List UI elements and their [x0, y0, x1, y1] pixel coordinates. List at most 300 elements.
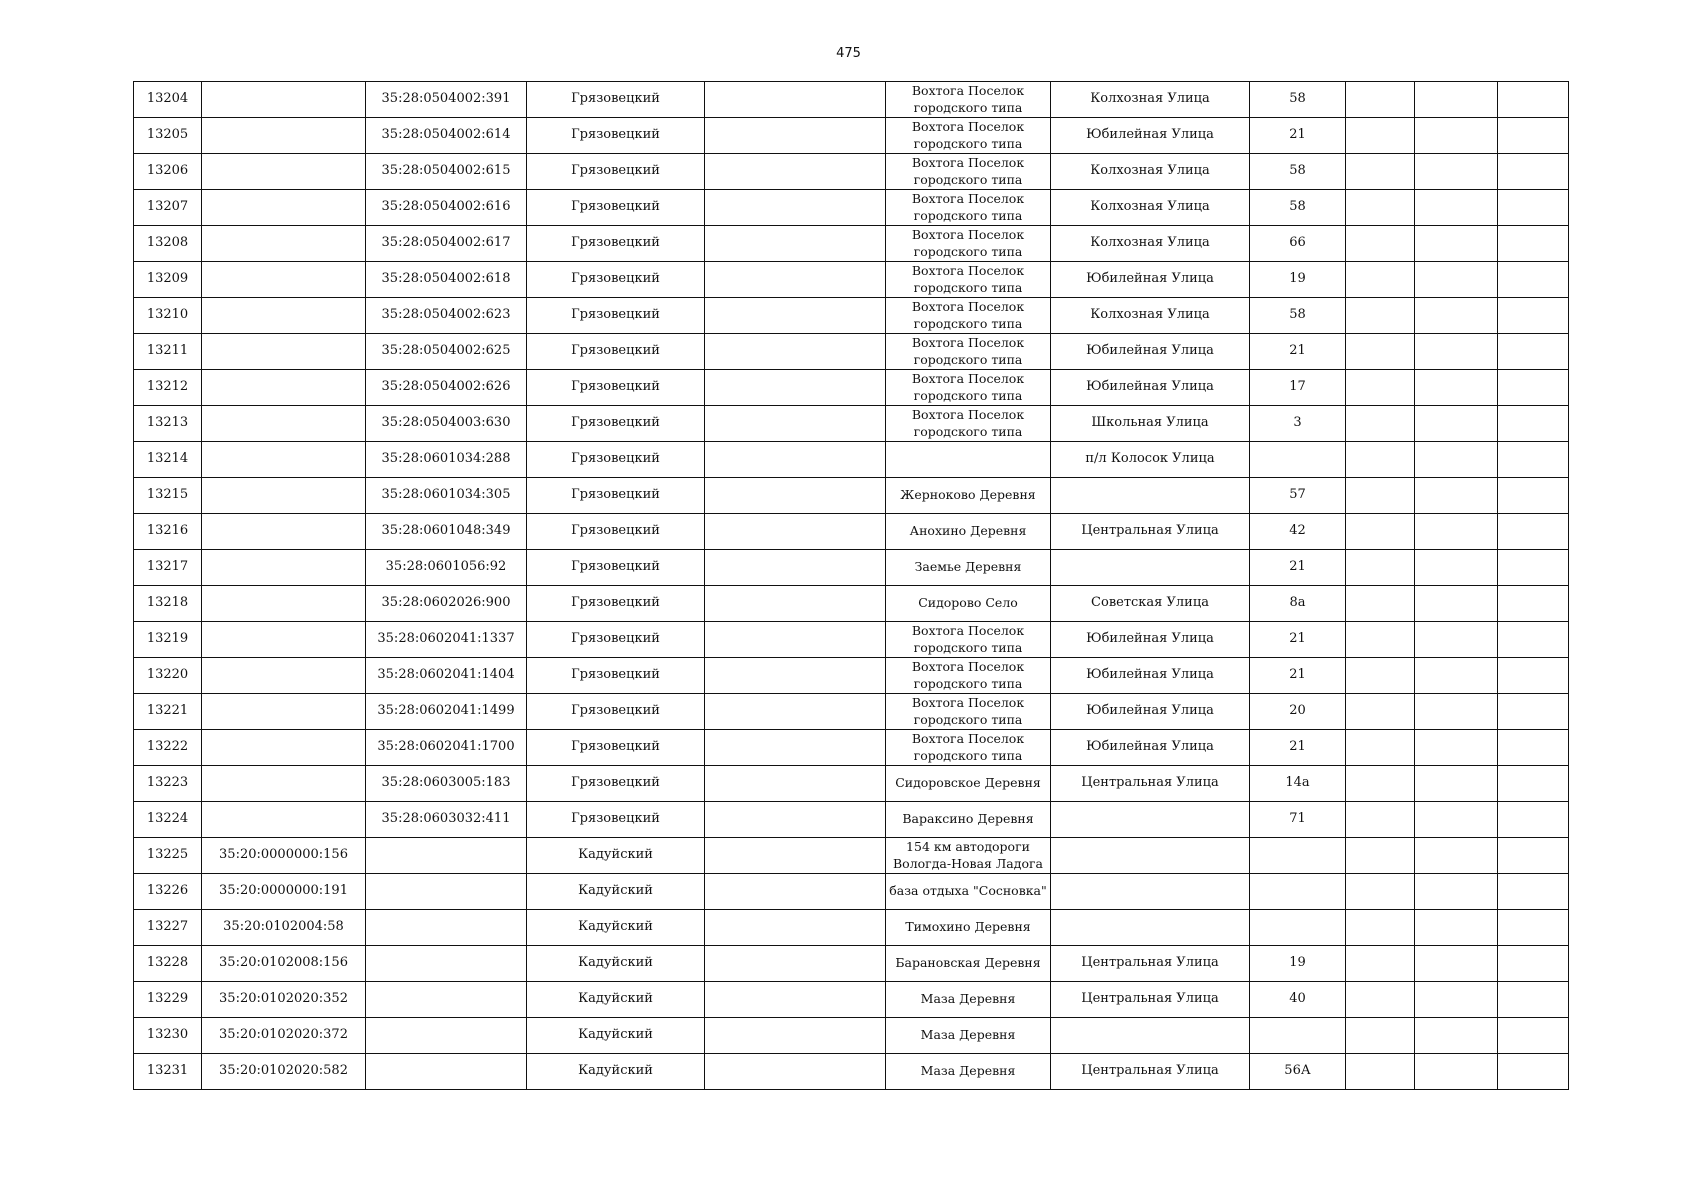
cell-settlement: Вохтога Поселок городского типа: [886, 694, 1051, 730]
cell-empty: [1346, 766, 1415, 802]
cell-settlement: Вохтога Поселок городского типа: [886, 622, 1051, 658]
cell-empty: [1415, 370, 1498, 406]
cell-empty: [1346, 82, 1415, 118]
cell-empty: [1498, 406, 1569, 442]
table-row: [134, 298, 1569, 334]
cell-house-number: 17: [1250, 370, 1346, 406]
cell-empty: [1415, 514, 1498, 550]
cell-settlement: Вохтога Поселок городского типа: [886, 262, 1051, 298]
cell-district: Грязовецкий: [527, 586, 705, 622]
cell-empty: [1415, 1018, 1498, 1054]
cell-blank: [705, 82, 886, 118]
cell-blank: [705, 874, 886, 910]
cell-empty: [1415, 694, 1498, 730]
cell-street: [1051, 802, 1250, 838]
cell-street: Советская Улица: [1051, 586, 1250, 622]
cell-cadastral-number-a: [202, 226, 366, 262]
cell-row-number: 13206: [134, 154, 202, 190]
table-row: [134, 1054, 1569, 1090]
cell-house-number: 14а: [1250, 766, 1346, 802]
cell-empty: [1346, 262, 1415, 298]
cell-settlement: Вохтога Поселок городского типа: [886, 334, 1051, 370]
cell-settlement: Барановская Деревня: [886, 946, 1051, 982]
cell-settlement: база отдыха "Сосновка": [886, 874, 1051, 910]
cell-house-number: 40: [1250, 982, 1346, 1018]
cell-empty: [1415, 406, 1498, 442]
cell-empty: [1415, 262, 1498, 298]
cell-blank: [705, 406, 886, 442]
cell-house-number: [1250, 838, 1346, 874]
table-row: [134, 1018, 1569, 1054]
cell-cadastral-number-a: [202, 802, 366, 838]
cell-house-number: 58: [1250, 82, 1346, 118]
cell-row-number: 13231: [134, 1054, 202, 1090]
cell-empty: [1415, 874, 1498, 910]
cell-blank: [705, 190, 886, 226]
cell-cadastral-number-b: 35:28:0504002:615: [366, 154, 527, 190]
cell-blank: [705, 586, 886, 622]
cell-empty: [1498, 550, 1569, 586]
cell-blank: [705, 838, 886, 874]
table-row: [134, 550, 1569, 586]
cell-street: [1051, 550, 1250, 586]
cell-row-number: 13209: [134, 262, 202, 298]
cell-street: Школьная Улица: [1051, 406, 1250, 442]
table-row: [134, 478, 1569, 514]
cell-district: Грязовецкий: [527, 82, 705, 118]
cell-empty: [1498, 658, 1569, 694]
cell-row-number: 13217: [134, 550, 202, 586]
cell-district: Грязовецкий: [527, 226, 705, 262]
cell-empty: [1346, 442, 1415, 478]
cell-district: Кадуйский: [527, 982, 705, 1018]
cell-settlement: Вохтога Поселок городского типа: [886, 82, 1051, 118]
cell-empty: [1498, 982, 1569, 1018]
cell-settlement: Вохтога Поселок городского типа: [886, 298, 1051, 334]
cell-empty: [1346, 514, 1415, 550]
cell-empty: [1346, 1054, 1415, 1090]
cell-cadastral-number-a: 35:20:0102008:156: [202, 946, 366, 982]
table-row: [134, 82, 1569, 118]
cell-blank: [705, 514, 886, 550]
cell-row-number: 13208: [134, 226, 202, 262]
cell-empty: [1498, 730, 1569, 766]
cell-cadastral-number-b: 35:28:0602041:1404: [366, 658, 527, 694]
cell-row-number: 13216: [134, 514, 202, 550]
cell-cadastral-number-b: 35:28:0601034:288: [366, 442, 527, 478]
cell-street: [1051, 1018, 1250, 1054]
cell-cadastral-number-a: [202, 190, 366, 226]
cell-street: Юбилейная Улица: [1051, 694, 1250, 730]
cell-cadastral-number-b: 35:28:0504002:618: [366, 262, 527, 298]
cell-empty: [1415, 154, 1498, 190]
cell-settlement: Вохтога Поселок городского типа: [886, 154, 1051, 190]
cell-empty: [1498, 370, 1569, 406]
cell-row-number: 13223: [134, 766, 202, 802]
cell-blank: [705, 982, 886, 1018]
cell-empty: [1415, 82, 1498, 118]
cell-district: Грязовецкий: [527, 334, 705, 370]
cell-street: Колхозная Улица: [1051, 226, 1250, 262]
cell-settlement: 154 км автодороги Вологда-Новая Ладога: [886, 838, 1051, 874]
cell-cadastral-number-a: [202, 442, 366, 478]
cell-empty: [1498, 1018, 1569, 1054]
cell-street: п/л Колосок Улица: [1051, 442, 1250, 478]
cell-empty: [1346, 730, 1415, 766]
cell-empty: [1498, 226, 1569, 262]
cell-cadastral-number-b: 35:28:0504002:617: [366, 226, 527, 262]
table-row: [134, 874, 1569, 910]
cell-blank: [705, 298, 886, 334]
cell-blank: [705, 658, 886, 694]
cell-cadastral-number-b: 35:28:0504002:614: [366, 118, 527, 154]
cell-empty: [1415, 550, 1498, 586]
cell-empty: [1415, 802, 1498, 838]
cell-settlement: Заемье Деревня: [886, 550, 1051, 586]
cell-cadastral-number-a: [202, 82, 366, 118]
cell-district: Грязовецкий: [527, 406, 705, 442]
cell-cadastral-number-b: [366, 1018, 527, 1054]
cell-blank: [705, 118, 886, 154]
cell-empty: [1346, 802, 1415, 838]
cell-district: Грязовецкий: [527, 154, 705, 190]
cell-street: Юбилейная Улица: [1051, 334, 1250, 370]
cell-settlement: Вохтога Поселок городского типа: [886, 658, 1051, 694]
cell-house-number: 71: [1250, 802, 1346, 838]
cell-empty: [1498, 874, 1569, 910]
cell-row-number: 13219: [134, 622, 202, 658]
cell-district: Грязовецкий: [527, 118, 705, 154]
table-row: [134, 622, 1569, 658]
cell-street: Колхозная Улица: [1051, 82, 1250, 118]
cell-house-number: 21: [1250, 550, 1346, 586]
cell-settlement: Вохтога Поселок городского типа: [886, 226, 1051, 262]
cell-house-number: 21: [1250, 658, 1346, 694]
table-row: [134, 190, 1569, 226]
cell-cadastral-number-a: 35:20:0000000:156: [202, 838, 366, 874]
registry-table: [133, 81, 1569, 1090]
cell-blank: [705, 370, 886, 406]
cell-settlement: Маза Деревня: [886, 1054, 1051, 1090]
cell-cadastral-number-a: [202, 658, 366, 694]
cell-empty: [1498, 514, 1569, 550]
cell-street: Юбилейная Улица: [1051, 622, 1250, 658]
cell-cadastral-number-a: 35:20:0102020:352: [202, 982, 366, 1018]
cell-district: Грязовецкий: [527, 658, 705, 694]
cell-empty: [1498, 442, 1569, 478]
cell-blank: [705, 478, 886, 514]
cell-street: [1051, 838, 1250, 874]
cell-house-number: 19: [1250, 946, 1346, 982]
cell-cadastral-number-a: [202, 154, 366, 190]
cell-district: Грязовецкий: [527, 298, 705, 334]
cell-house-number: 57: [1250, 478, 1346, 514]
cell-empty: [1346, 226, 1415, 262]
cell-house-number: [1250, 874, 1346, 910]
cell-house-number: 42: [1250, 514, 1346, 550]
cell-street: Центральная Улица: [1051, 946, 1250, 982]
cell-empty: [1415, 658, 1498, 694]
cell-row-number: 13226: [134, 874, 202, 910]
cell-row-number: 13207: [134, 190, 202, 226]
cell-row-number: 13211: [134, 334, 202, 370]
cell-house-number: 58: [1250, 154, 1346, 190]
cell-house-number: 21: [1250, 730, 1346, 766]
table-row: [134, 586, 1569, 622]
cell-empty: [1415, 442, 1498, 478]
cell-cadastral-number-b: [366, 946, 527, 982]
cell-settlement: Сидоровское Деревня: [886, 766, 1051, 802]
cell-blank: [705, 442, 886, 478]
cell-district: Грязовецкий: [527, 550, 705, 586]
cell-district: Грязовецкий: [527, 478, 705, 514]
cell-empty: [1498, 910, 1569, 946]
cell-settlement: Сидорово Село: [886, 586, 1051, 622]
cell-row-number: 13225: [134, 838, 202, 874]
cell-empty: [1346, 478, 1415, 514]
cell-empty: [1346, 622, 1415, 658]
table-row: [134, 730, 1569, 766]
page-number: 475: [836, 46, 861, 61]
cell-row-number: 13215: [134, 478, 202, 514]
cell-street: [1051, 874, 1250, 910]
cell-row-number: 13213: [134, 406, 202, 442]
cell-district: Грязовецкий: [527, 262, 705, 298]
cell-empty: [1346, 838, 1415, 874]
cell-empty: [1415, 298, 1498, 334]
cell-cadastral-number-a: [202, 334, 366, 370]
table-row: [134, 442, 1569, 478]
cell-street: Колхозная Улица: [1051, 298, 1250, 334]
cell-district: Грязовецкий: [527, 370, 705, 406]
cell-empty: [1498, 766, 1569, 802]
cell-cadastral-number-a: [202, 298, 366, 334]
cell-empty: [1346, 370, 1415, 406]
cell-empty: [1346, 586, 1415, 622]
cell-row-number: 13204: [134, 82, 202, 118]
cell-cadastral-number-b: 35:28:0504002:616: [366, 190, 527, 226]
cell-cadastral-number-b: 35:28:0602041:1337: [366, 622, 527, 658]
cell-cadastral-number-a: [202, 370, 366, 406]
cell-street: Юбилейная Улица: [1051, 658, 1250, 694]
cell-empty: [1415, 226, 1498, 262]
cell-cadastral-number-b: 35:28:0504003:630: [366, 406, 527, 442]
cell-empty: [1346, 658, 1415, 694]
cell-house-number: 21: [1250, 622, 1346, 658]
table-row: [134, 658, 1569, 694]
cell-house-number: 66: [1250, 226, 1346, 262]
cell-empty: [1415, 838, 1498, 874]
cell-house-number: [1250, 442, 1346, 478]
table-row: [134, 982, 1569, 1018]
table-row: [134, 406, 1569, 442]
cell-district: Кадуйский: [527, 1054, 705, 1090]
cell-house-number: 21: [1250, 334, 1346, 370]
cell-row-number: 13229: [134, 982, 202, 1018]
cell-settlement: Вохтога Поселок городского типа: [886, 190, 1051, 226]
cell-empty: [1346, 550, 1415, 586]
cell-empty: [1498, 946, 1569, 982]
cell-house-number: 19: [1250, 262, 1346, 298]
cell-empty: [1498, 622, 1569, 658]
cell-cadastral-number-b: 35:28:0603032:411: [366, 802, 527, 838]
cell-cadastral-number-b: 35:28:0504002:626: [366, 370, 527, 406]
table-row: [134, 262, 1569, 298]
table-row: [134, 370, 1569, 406]
cell-empty: [1498, 82, 1569, 118]
cell-empty: [1498, 262, 1569, 298]
cell-row-number: 13222: [134, 730, 202, 766]
cell-blank: [705, 154, 886, 190]
cell-district: Кадуйский: [527, 874, 705, 910]
cell-cadastral-number-b: [366, 838, 527, 874]
cell-district: Кадуйский: [527, 910, 705, 946]
cell-cadastral-number-b: 35:28:0602026:900: [366, 586, 527, 622]
cell-house-number: [1250, 1018, 1346, 1054]
table-row: [134, 154, 1569, 190]
cell-empty: [1346, 694, 1415, 730]
cell-cadastral-number-b: 35:28:0603005:183: [366, 766, 527, 802]
cell-blank: [705, 1054, 886, 1090]
cell-settlement: Жерноково Деревня: [886, 478, 1051, 514]
cell-street: [1051, 478, 1250, 514]
cell-empty: [1498, 586, 1569, 622]
cell-row-number: 13214: [134, 442, 202, 478]
cell-cadastral-number-a: [202, 550, 366, 586]
cell-district: Кадуйский: [527, 1018, 705, 1054]
cell-cadastral-number-b: 35:28:0601056:92: [366, 550, 527, 586]
cell-empty: [1346, 874, 1415, 910]
cell-house-number: [1250, 910, 1346, 946]
cell-empty: [1498, 1054, 1569, 1090]
cell-street: Юбилейная Улица: [1051, 730, 1250, 766]
cell-cadastral-number-b: [366, 910, 527, 946]
cell-cadastral-number-b: [366, 1054, 527, 1090]
cell-empty: [1498, 118, 1569, 154]
cell-empty: [1415, 982, 1498, 1018]
table-row: [134, 226, 1569, 262]
cell-cadastral-number-a: [202, 118, 366, 154]
cell-empty: [1415, 190, 1498, 226]
table-row: [134, 946, 1569, 982]
cell-settlement: Вохтога Поселок городского типа: [886, 406, 1051, 442]
cell-cadastral-number-b: 35:28:0601048:349: [366, 514, 527, 550]
cell-empty: [1415, 1054, 1498, 1090]
cell-row-number: 13212: [134, 370, 202, 406]
cell-blank: [705, 802, 886, 838]
cell-cadastral-number-b: 35:28:0601034:305: [366, 478, 527, 514]
cell-cadastral-number-a: [202, 622, 366, 658]
cell-row-number: 13220: [134, 658, 202, 694]
cell-empty: [1346, 298, 1415, 334]
cell-house-number: 21: [1250, 118, 1346, 154]
cell-blank: [705, 910, 886, 946]
table-row: [134, 514, 1569, 550]
cell-empty: [1415, 622, 1498, 658]
table-row: [134, 118, 1569, 154]
cell-empty: [1415, 766, 1498, 802]
cell-cadastral-number-b: 35:28:0504002:391: [366, 82, 527, 118]
cell-street: Центральная Улица: [1051, 514, 1250, 550]
cell-cadastral-number-a: 35:20:0000000:191: [202, 874, 366, 910]
cell-blank: [705, 1018, 886, 1054]
cell-empty: [1346, 154, 1415, 190]
cell-row-number: 13221: [134, 694, 202, 730]
cell-settlement: Тимохино Деревня: [886, 910, 1051, 946]
table-row: [134, 910, 1569, 946]
cell-empty: [1415, 730, 1498, 766]
cell-house-number: 20: [1250, 694, 1346, 730]
cell-settlement: Анохино Деревня: [886, 514, 1051, 550]
cell-blank: [705, 694, 886, 730]
cell-cadastral-number-a: 35:20:0102020:582: [202, 1054, 366, 1090]
cell-district: Грязовецкий: [527, 514, 705, 550]
cell-row-number: 13205: [134, 118, 202, 154]
cell-cadastral-number-a: 35:20:0102020:372: [202, 1018, 366, 1054]
cell-cadastral-number-b: [366, 874, 527, 910]
cell-district: Грязовецкий: [527, 766, 705, 802]
cell-cadastral-number-b: 35:28:0602041:1499: [366, 694, 527, 730]
cell-settlement: Маза Деревня: [886, 1018, 1051, 1054]
cell-empty: [1498, 298, 1569, 334]
cell-cadastral-number-a: [202, 586, 366, 622]
cell-empty: [1346, 910, 1415, 946]
cell-settlement: Вохтога Поселок городского типа: [886, 730, 1051, 766]
cell-row-number: 13227: [134, 910, 202, 946]
table-row: [134, 838, 1569, 874]
cell-cadastral-number-b: [366, 982, 527, 1018]
cell-street: Юбилейная Улица: [1051, 118, 1250, 154]
cell-empty: [1346, 190, 1415, 226]
cell-street: Центральная Улица: [1051, 982, 1250, 1018]
cell-empty: [1415, 910, 1498, 946]
cell-blank: [705, 766, 886, 802]
cell-house-number: 56А: [1250, 1054, 1346, 1090]
cell-district: Грязовецкий: [527, 730, 705, 766]
cell-blank: [705, 550, 886, 586]
cell-empty: [1415, 946, 1498, 982]
cell-blank: [705, 334, 886, 370]
cell-settlement: Вохтога Поселок городского типа: [886, 370, 1051, 406]
table-row: [134, 334, 1569, 370]
cell-row-number: 13210: [134, 298, 202, 334]
table-row: [134, 694, 1569, 730]
cell-blank: [705, 946, 886, 982]
cell-cadastral-number-b: 35:28:0602041:1700: [366, 730, 527, 766]
cell-empty: [1498, 154, 1569, 190]
cell-empty: [1346, 334, 1415, 370]
cell-empty: [1498, 190, 1569, 226]
cell-street: Колхозная Улица: [1051, 190, 1250, 226]
cell-house-number: 3: [1250, 406, 1346, 442]
cell-empty: [1346, 946, 1415, 982]
cell-cadastral-number-a: 35:20:0102004:58: [202, 910, 366, 946]
cell-settlement: Вараксино Деревня: [886, 802, 1051, 838]
cell-house-number: 58: [1250, 298, 1346, 334]
cell-blank: [705, 730, 886, 766]
cell-empty: [1346, 118, 1415, 154]
cell-empty: [1346, 406, 1415, 442]
cell-blank: [705, 622, 886, 658]
cell-blank: [705, 262, 886, 298]
table-body: [134, 82, 1569, 1090]
table-row: [134, 802, 1569, 838]
cell-district: Грязовецкий: [527, 622, 705, 658]
cell-house-number: 8а: [1250, 586, 1346, 622]
table-row: [134, 766, 1569, 802]
cell-street: Юбилейная Улица: [1051, 262, 1250, 298]
cell-cadastral-number-a: [202, 406, 366, 442]
